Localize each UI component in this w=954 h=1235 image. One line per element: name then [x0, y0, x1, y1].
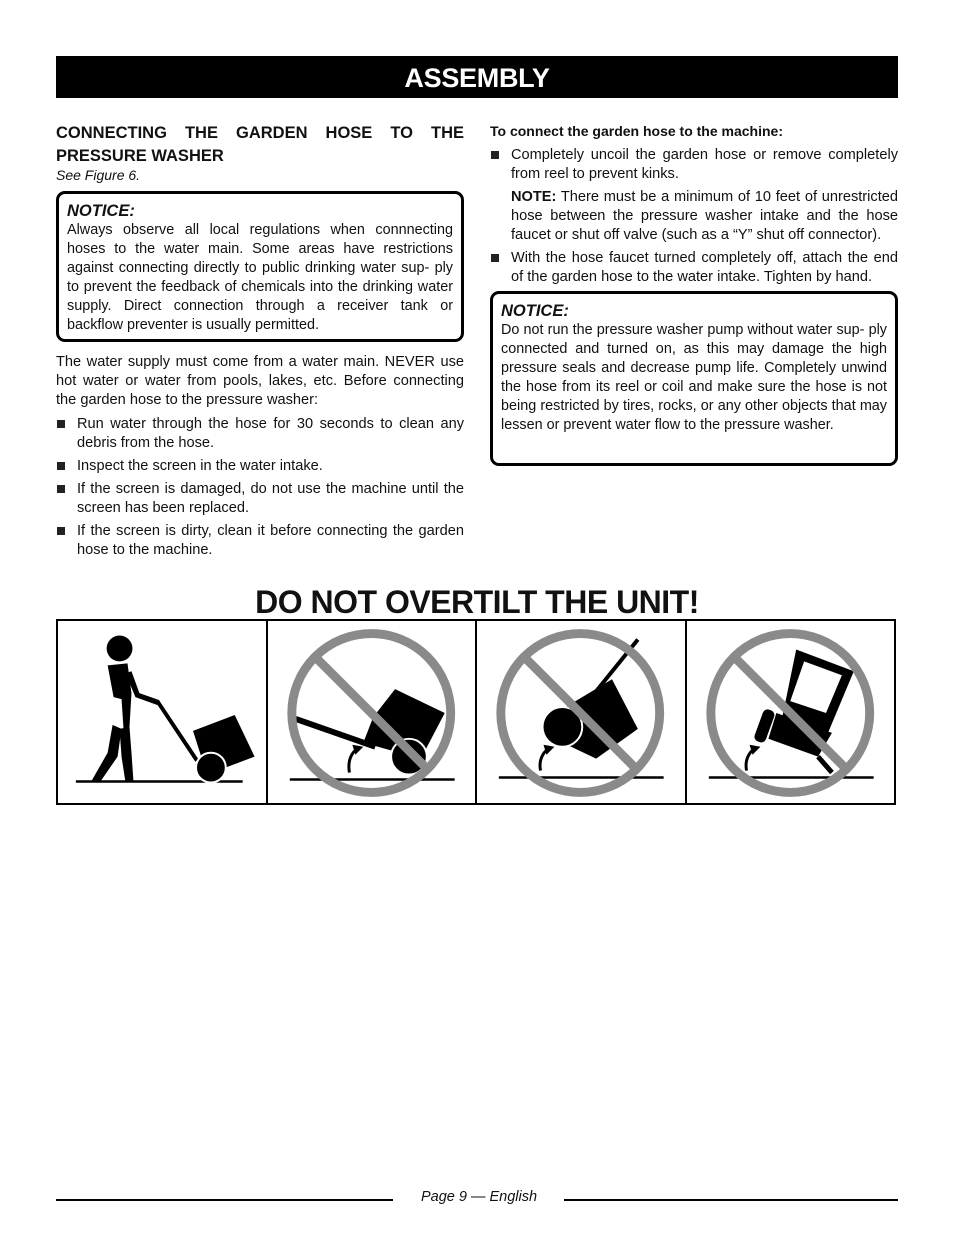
list-item: Run water through the hose for 30 seconds to clean any debris from the hose. — [56, 415, 464, 453]
list-item: Completely uncoil the garden hose or remove completely from reel to prevent kinks. — [490, 146, 898, 184]
bullet-square-icon — [57, 485, 65, 493]
bullet-square-icon — [57, 527, 65, 535]
overtilt-warning-title: DO NOT OVERTILT THE UNIT! — [255, 584, 699, 620]
list-item: Inspect the screen in the water intake. — [56, 457, 464, 476]
figure-panel-overtilt-1 — [268, 621, 478, 803]
bullet-square-icon — [57, 420, 65, 428]
right-bullet-list-2 — [490, 249, 898, 287]
notice-title: NOTICE: — [67, 202, 135, 220]
figure-reference: See Figure 6. — [56, 167, 141, 183]
no-overtilt-icon — [477, 621, 685, 803]
list-item: With the hose faucet turned completely off, attach the end of the garden hose to the water intake. Tighten by hand. — [490, 249, 898, 287]
page-number: Page 9 — English — [420, 1189, 538, 1205]
footer-rule-left — [56, 1199, 393, 1201]
right-bullet-list — [490, 146, 898, 184]
section-banner: ASSEMBLY — [56, 56, 898, 98]
list-item: If the screen is damaged, do not use the machine until the screen has been replaced. — [56, 480, 464, 518]
footer-rule-right — [564, 1199, 898, 1201]
bullet-square-icon — [491, 254, 499, 262]
person-pushing-cart-icon — [58, 621, 266, 803]
notice-text: Always observe all local regulations when connnecting hoses to the water main. Some areas have restrictions against connecting directly to public drinking water sup- ply to prevent the feedback of chemicals into the drinking water supply. Direct connection through a receiver tank or backflow preventer is usually permitted. — [67, 222, 453, 333]
left-bullet-list — [56, 415, 464, 560]
bullet-square-icon — [491, 151, 499, 159]
right-column — [490, 122, 898, 466]
section-title: CONNECTING THE GARDEN HOSE TO THE PRESSURE WASHER — [56, 124, 464, 165]
notice-text: Do not run the pressure washer pump without water sup- ply connected and turned on, as this may damage the high pressure seals and decrease pump life. Completely unwind the hose from its reel or coil and make sure the hose is not being restricted by tires, rocks, or any other objects that may lessen or prevent water flow to the pressure washer. — [501, 322, 887, 433]
overtilt-figure — [56, 619, 896, 805]
no-overtilt-icon — [687, 621, 895, 803]
notice-box-right — [490, 291, 898, 466]
figure-panel-correct — [58, 621, 268, 803]
no-overtilt-icon — [268, 621, 476, 803]
figure-panel-overtilt-3 — [687, 621, 895, 803]
notice-box-left — [56, 191, 464, 342]
notice-title: NOTICE: — [501, 302, 569, 320]
list-item: If the screen is dirty, clean it before connecting the garden hose to the machine. — [56, 522, 464, 560]
water-supply-paragraph: The water supply must come from a water main. NEVER use hot water or water from pools, lakes, etc. Before connecting the garden hose to the pressure washer: — [56, 354, 464, 408]
connect-subheading: To connect the garden hose to the machine: — [490, 123, 783, 139]
note-label: NOTE: — [511, 189, 557, 205]
note-block — [490, 188, 898, 245]
figure-panel-overtilt-2 — [477, 621, 687, 803]
left-column — [56, 122, 464, 564]
bullet-square-icon — [57, 462, 65, 470]
note-text: There must be a minimum of 10 feet of unrestricted hose between the pressure washer intake and the hose faucet or shut off valve (such as a “Y” shut off connector). — [511, 189, 898, 243]
